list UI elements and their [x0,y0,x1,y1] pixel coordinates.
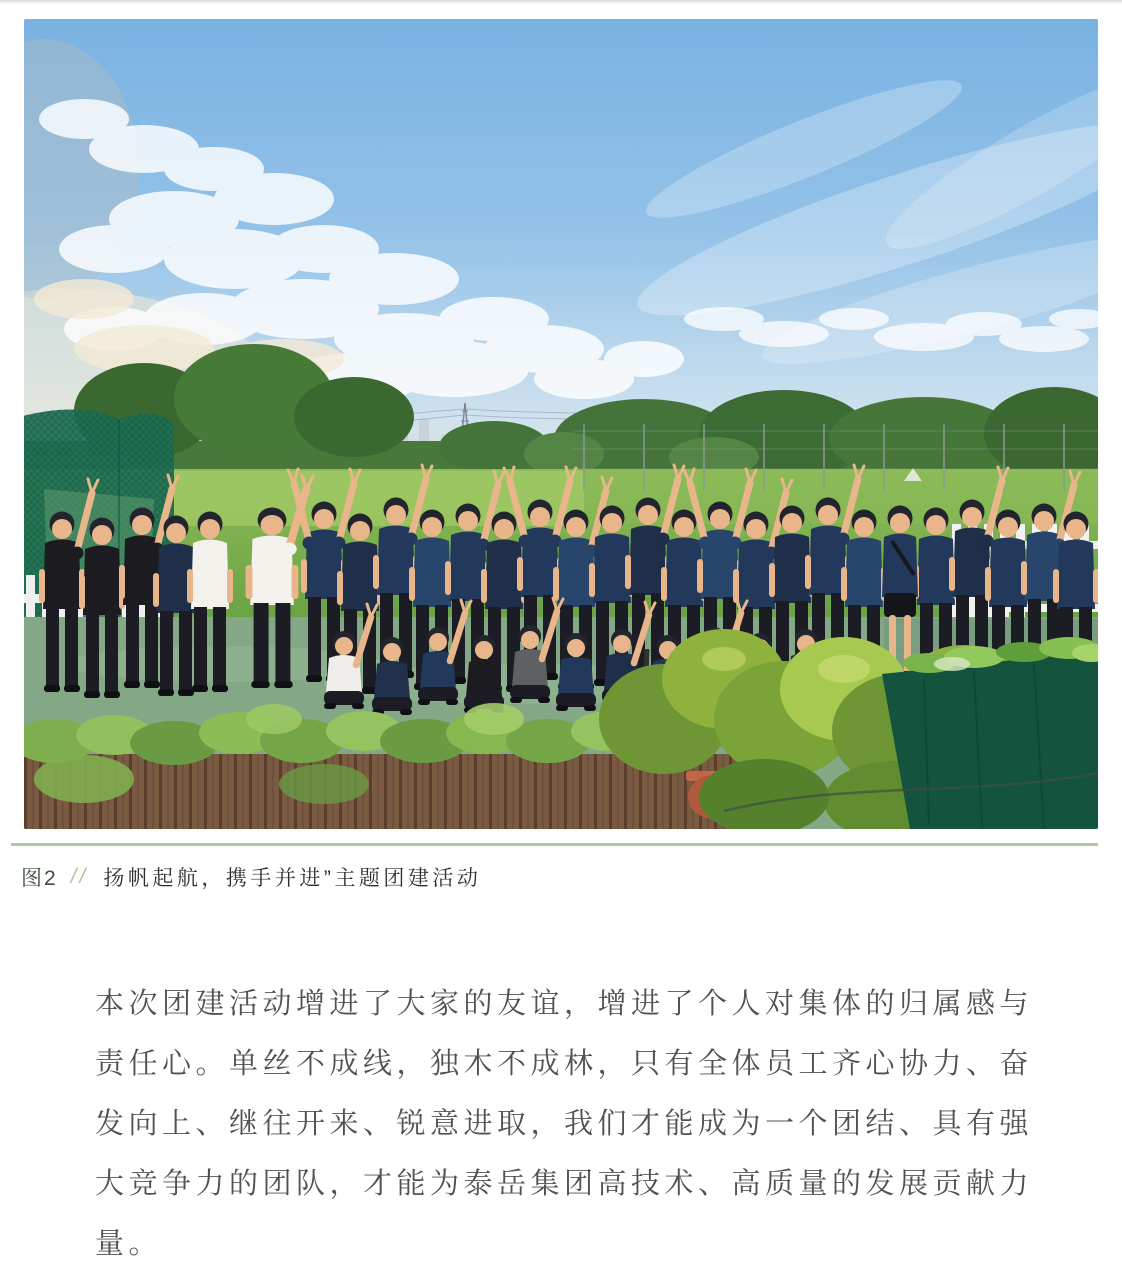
page-top-hairline [0,0,1122,4]
team-photo-illustration [24,19,1098,829]
figure-caption-text: 扬帆起航，携手并进”主题团建活动 [103,867,482,890]
figure-caption-label: 图2 [21,867,58,890]
caption-slashes-icon: // [70,865,89,888]
paragraph-line: 责任心。单丝不成线，独木不成林，只有全体员工齐心协力、奋 [95,1048,1034,1080]
paragraph-line: 量。 [95,1228,163,1260]
article-paragraph [95,974,1055,1274]
paragraph-line: 发向上、继往开来、锐意进取，我们才能成为一个团结、具有强 [95,1108,1034,1140]
caption-divider [11,843,1098,846]
produce-table [882,637,1098,829]
figure-caption [21,860,481,894]
paragraph-line: 本次团建活动增进了大家的友谊，增进了个人对集体的归属感与 [95,988,1034,1020]
team-photo [24,19,1098,829]
paragraph-line: 大竞争力的团队，才能为泰岳集团高技术、高质量的发展贡献力 [95,1168,1034,1200]
